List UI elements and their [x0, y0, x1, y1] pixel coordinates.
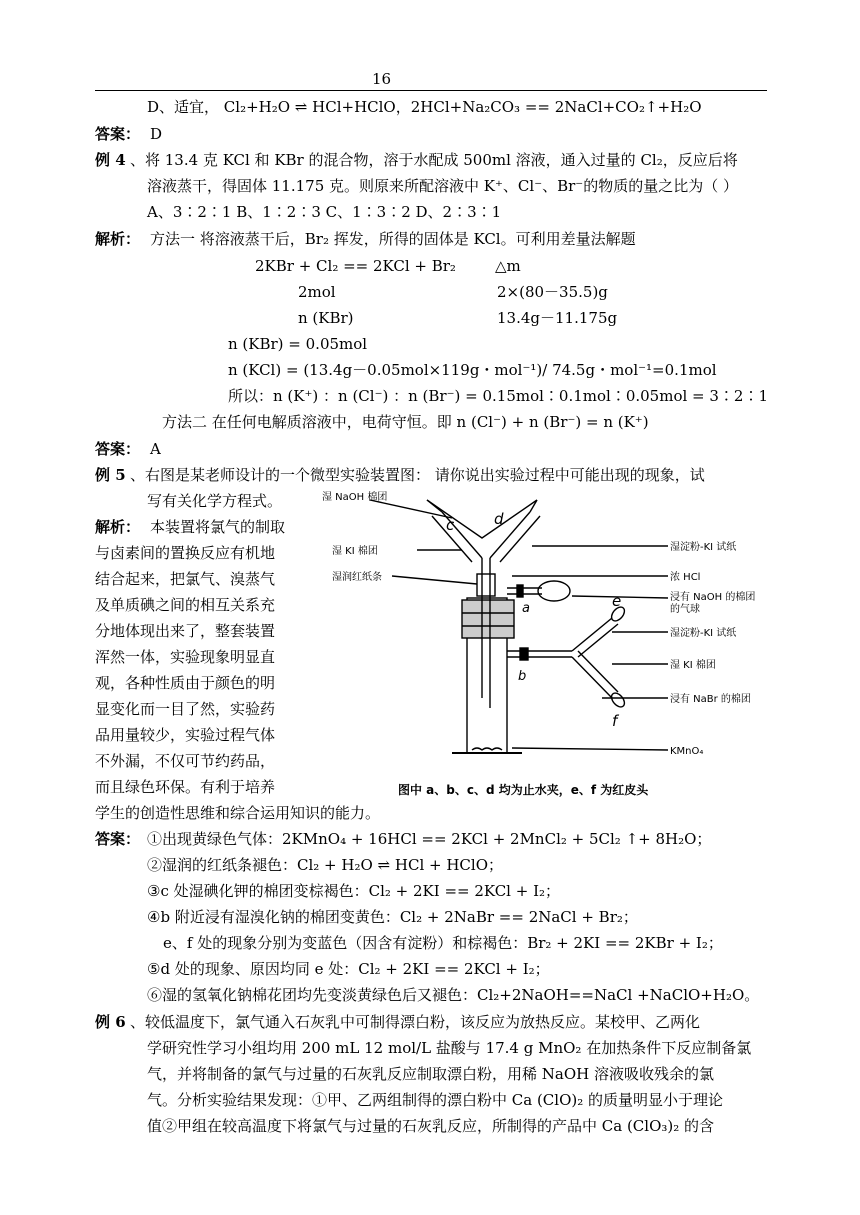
analysis-5-line: 学生的创造性思维和综合运用知识的能力。	[95, 804, 381, 822]
example-5-text-2: 写有关化学方程式。	[147, 492, 283, 510]
equation-1: 2KBr + Cl₂ == 2KCl + Br₂	[255, 257, 456, 275]
letter-e: e	[612, 592, 622, 610]
rubber-tip-f	[609, 691, 627, 710]
analysis-5-line: 不外漏，不仅可节约药品，	[95, 752, 276, 770]
example-6-label: 例 6	[95, 1013, 126, 1031]
letter-f: f	[612, 712, 618, 730]
example-6-text: 、较低温度下，氯气通入石灰乳中可制得漂白粉，该反应为放热反应。某校甲、乙两化	[130, 1013, 701, 1031]
label-starch-ki-top: 湿淀粉-KI 试纸	[670, 542, 737, 553]
answer-value: D	[150, 125, 163, 143]
letter-c: c	[446, 516, 455, 534]
page-number: 16	[372, 70, 392, 88]
analysis-5-line: 观，各种性质由于颜色的明	[95, 674, 276, 692]
label-ki-left: 湿 KI 棉团	[332, 546, 378, 557]
analysis-5-line: 浑然一体，实验现象明显直	[95, 648, 276, 666]
analysis-5-line: 而且绿色环保。有利于培养	[95, 778, 276, 796]
analysis-5-line: 分地体现出来了，整套装置	[95, 622, 276, 640]
answer-5-item: ⑤d 处的现象、原因均同 e 处：Cl₂ + 2KI == 2KCl + I₂；	[147, 960, 550, 978]
label-balloon: 浸有 NaOH 的棉团	[670, 592, 756, 603]
balloon	[538, 581, 570, 601]
analysis-5-line: 结合起来，把氯气、溴蒸气	[95, 570, 276, 588]
label-balloon-2: 的气球	[670, 604, 700, 615]
equation-3: n (KBr)	[298, 309, 354, 327]
answer-label: 答案：	[95, 125, 141, 143]
example-5-label: 例 5	[95, 466, 126, 484]
answer-5-item: e、f 处的现象分别为变蓝色（因含有淀粉）和棕褐色：Br₂ + 2KI == 2KBr + I₂；	[163, 934, 723, 952]
apparatus-diagram	[322, 488, 770, 806]
diagram-caption: 图中 a、b、c、d 均为止水夹，e、f 为红皮头	[398, 783, 649, 797]
answer-label: 答案：	[95, 440, 141, 458]
answer-5-item: ①出现黄绿色气体：2KMnO₄ + 16HCl == 2KCl + 2MnCl₂ + 5Cl₂ ↑+ 8H₂O；	[147, 830, 712, 848]
example-5-text-1: 、右图是某老师设计的一个微型实验装置图： 请你说出实验过程中可能出现的现象，试	[130, 466, 705, 484]
header-rule	[95, 90, 767, 91]
option-d-line: D、适宜， Cl₂+H₂O ⇌ HCl+HClO，2HCl+Na₂CO₃ == 2NaCl+CO₂↑+H₂O	[147, 98, 702, 116]
equation-6: 所以：n (K⁺) ：n (Cl⁻) ：n (Br⁻) = 0.15mol∶0.1mol∶0.05mol = 3∶2∶1	[228, 387, 769, 405]
letter-b: b	[518, 669, 527, 684]
equation-4: n (KBr) = 0.05mol	[228, 335, 368, 353]
equation-5: n (KCl) = (13.4g－0.05mol×119g・mol⁻¹)/ 74.5g・mol⁻¹=0.1mol	[228, 361, 717, 379]
clamp-a	[517, 585, 523, 597]
example-6-text: 气。分析实验结果发现：①甲、乙两组制得的漂白粉中 Ca (ClO)₂ 的质量明显小于理论	[147, 1091, 724, 1109]
answer-label: 答案：	[95, 830, 141, 848]
analysis-5-line: 及单质碘之间的相互关系充	[95, 596, 276, 614]
analysis-label: 解析：	[95, 518, 141, 536]
answer-value: A	[150, 440, 161, 458]
equation-3-right: 13.4g－11.175g	[497, 309, 618, 327]
hcl-funnel	[477, 574, 495, 596]
example-4-options: A、3∶2∶1 B、1∶2∶3 C、1∶3∶2 D、2∶3∶1	[147, 203, 502, 221]
label-ki-right: 湿 KI 棉团	[670, 660, 716, 671]
clamp-b	[520, 648, 528, 660]
letter-d: d	[494, 510, 504, 528]
analysis-5-line: 显变化而一目了然，实验药	[95, 700, 276, 718]
example-6-text: 值②甲组在较高温度下将氯气与过量的石灰乳反应，所制得的产品中 Ca (ClO₃)₂ 的含	[147, 1117, 715, 1135]
analysis-5-line: 品用量较少，实验过程气体	[95, 726, 276, 744]
label-kmno4: KMnO₄	[670, 746, 704, 757]
answer-5-item: ④b 附近浸有湿溴化钠的棉团变黄色：Cl₂ + 2NaBr == 2NaCl + Br₂；	[147, 908, 638, 926]
equation-1-delta: △m	[495, 257, 521, 275]
analysis-5-line: 本装置将氯气的制取	[150, 518, 286, 536]
answer-5-item: ②湿润的红纸条褪色：Cl₂ + H₂O ⇌ HCl + HClO；	[147, 856, 504, 874]
example-4-text-1: 、将 13.4 克 KCl 和 KBr 的混合物，溶于水配成 500ml 溶液，通入过量的 Cl₂，反应后将	[130, 151, 738, 169]
letter-a: a	[522, 601, 530, 616]
label-hcl: 浓 HCl	[670, 572, 701, 583]
label-naoh-top: 湿 NaOH 棉团	[322, 492, 388, 503]
equation-2: 2mol	[298, 283, 336, 301]
answer-5-item: ③c 处湿碘化钾的棉团变棕褐色：Cl₂ + 2KI == 2KCl + I₂；	[147, 882, 561, 900]
equation-2-right: 2×(80－35.5)g	[497, 283, 608, 301]
answer-5-item: ⑥湿的氢氧化钠棉花团均先变淡黄绿色后又褪色：Cl₂+2NaOH==NaCl +NaClO+H₂O。	[147, 986, 760, 1004]
example-6-text: 气，并将制备的氯气与过量的石灰乳反应制取漂白粉，用稀 NaOH 溶液吸收残余的氯	[147, 1065, 714, 1083]
label-red-paper: 湿润红纸条	[332, 572, 382, 583]
example-6-text: 学研究性学习小组均用 200 mL 12 mol/L 盐酸与 17.4 g MnO₂ 在加热条件下反应制备氯	[147, 1039, 752, 1057]
analysis-method-1: 方法一 将溶液蒸干后，Br₂ 挥发，所得的固体是 KCl。可利用差量法解题	[150, 230, 636, 248]
rubber-stopper	[462, 600, 514, 638]
label-nabr: 浸有 NaBr 的棉团	[670, 694, 751, 705]
analysis-label: 解析：	[95, 230, 141, 248]
analysis-method-2: 方法二 在任何电解质溶液中，电荷守恒。即 n (Cl⁻) + n (Br⁻) = n (K⁺)	[162, 413, 649, 431]
example-4-label: 例 4	[95, 151, 126, 169]
label-starch-ki-right: 湿淀粉-KI 试纸	[670, 628, 737, 639]
example-4-text-2: 溶液蒸干，得固体 11.175 克。则原来所配溶液中 K⁺、Cl⁻、Br⁻的物质的量之比为（ ）	[147, 177, 738, 195]
analysis-5-line: 与卤素间的置换反应有机地	[95, 544, 276, 562]
